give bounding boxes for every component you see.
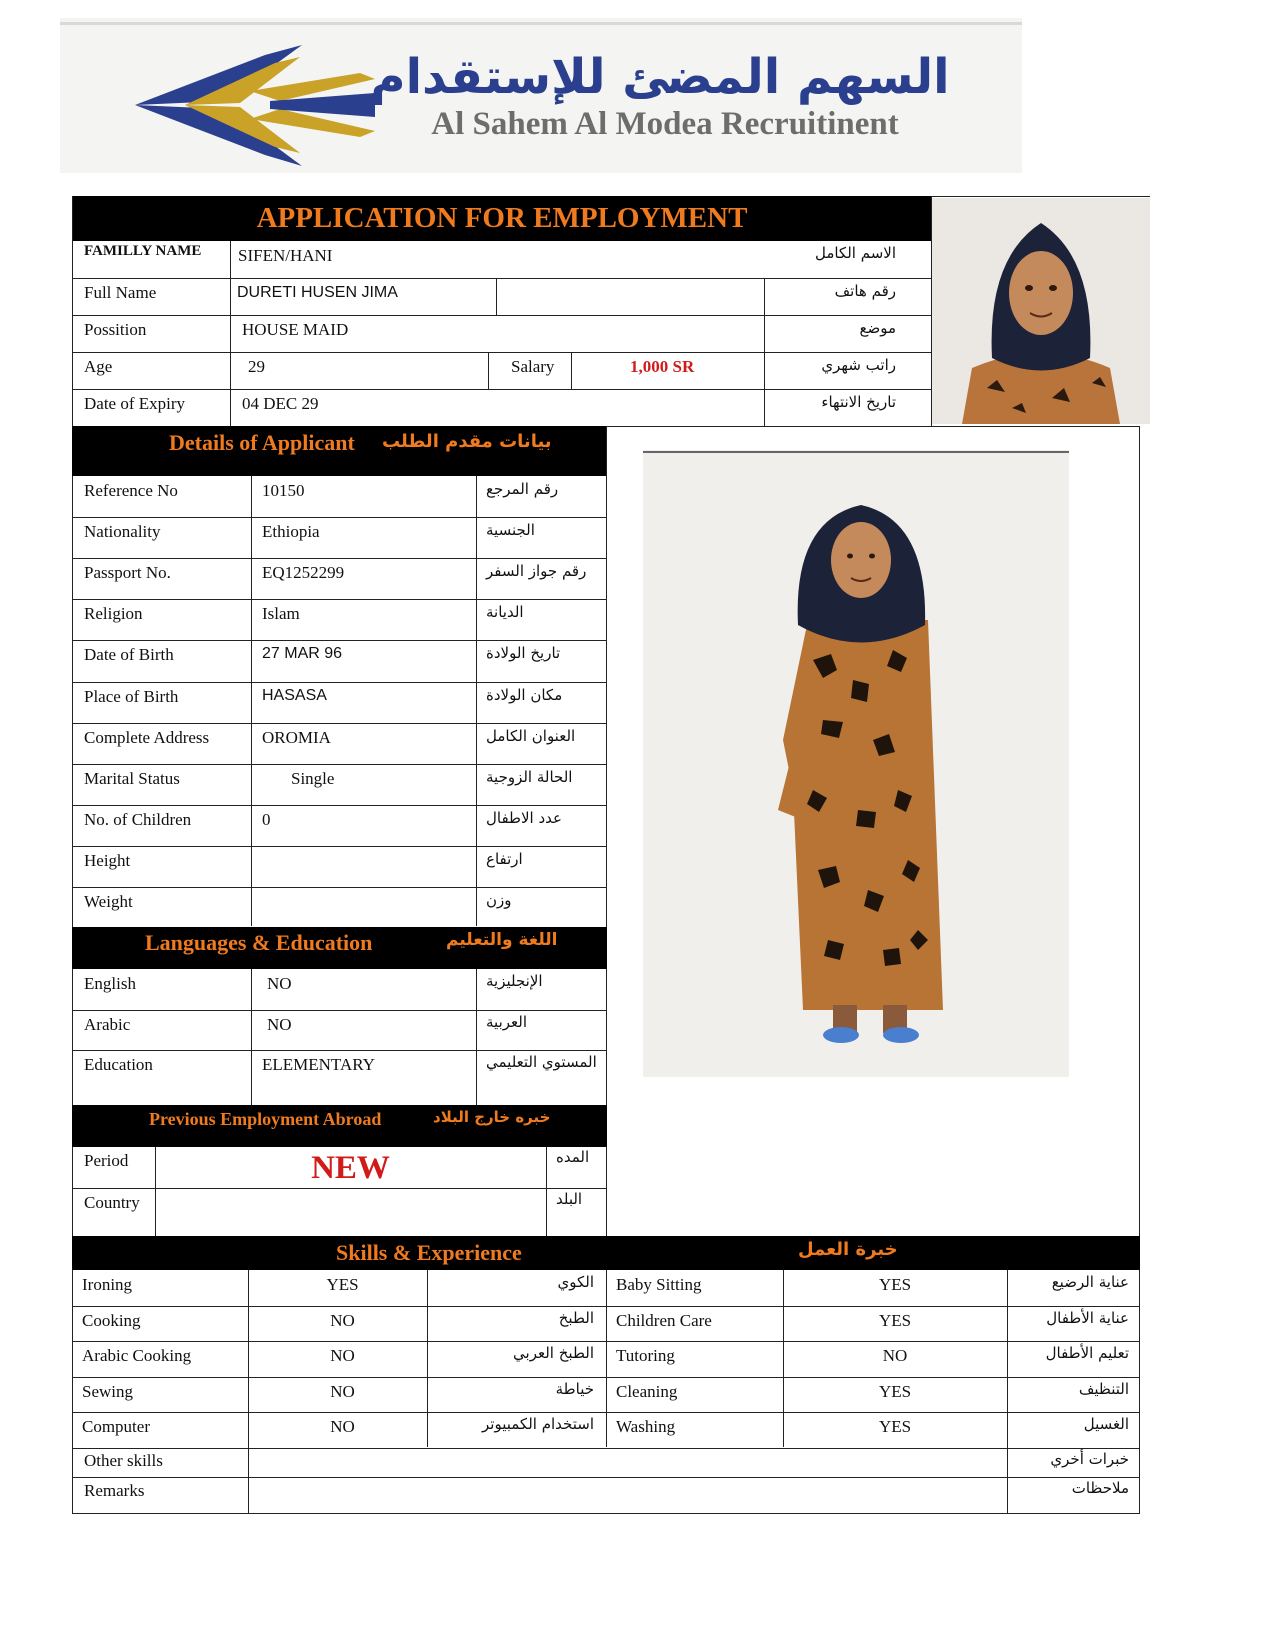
details-row-value: Ethiopia [262,522,320,541]
details-row-value: 10150 [262,481,305,500]
skill-left-ar: الكوي [557,1273,594,1291]
logo-arabic-text: السهم المضئ للإستقدام [370,49,950,105]
familly-name-ar: الاسم الكامل [814,244,896,262]
remarks-label: Remarks [84,1481,145,1500]
details-row-ar: الحالة الزوجية [486,768,573,786]
skill-right-ar: التنظيف [1078,1380,1129,1398]
languages-title-en: Languages & Education [145,930,373,955]
skill-right-value: NO [882,1346,908,1365]
age-label: Age [84,357,113,376]
age-ar: راتب شهري [821,356,896,374]
logo-english-text: Al Sahem Al Modea Recruitinent [431,106,899,142]
skill-left-value: YES [326,1275,359,1294]
other-skills-label: Other skills [84,1451,163,1470]
previous-title-ar: خبره خارج البلاد [433,1108,551,1126]
salary-label: Salary [511,357,555,376]
other-skills-ar: خبرات أخري [1050,1450,1129,1468]
skill-left-ar: الطبخ العربي [513,1344,594,1362]
details-title-ar: بيانات مقدم الطلب [382,431,552,452]
details-row-ar: تاريخ الولادة [486,644,561,662]
details-row-label: Reference No [84,481,178,500]
skill-right-label: Tutoring [616,1346,675,1365]
details-row-ar: رقم جواز السفر [486,562,587,580]
expiry-label: Date of Expiry [84,394,186,413]
details-row-ar: الديانة [486,603,524,621]
skill-left-value: NO [330,1382,355,1401]
skill-right-label: Baby Sitting [616,1275,702,1294]
skill-right-value: YES [878,1275,912,1294]
salary-value: 1,000 SR [630,357,695,376]
full-name-label: Full Name [84,283,157,302]
details-row-ar: الجنسية [486,521,535,539]
skill-left-ar: خياطة [555,1380,594,1398]
skills-title-ar: خبرة العمل [798,1239,898,1260]
full-name-ar: رقم هاتف [834,282,896,300]
remarks-ar: ملاحظات [1071,1479,1129,1497]
language-row-label: Education [84,1055,153,1074]
applicant-portrait-photo [932,198,1150,424]
skill-right-ar: عناية الأطفال [1046,1309,1129,1327]
skill-left-label: Ironing [82,1275,133,1294]
form-title: APPLICATION FOR EMPLOYMENT [256,202,748,234]
skill-right-label: Cleaning [616,1382,678,1401]
logo-banner [60,18,1022,173]
details-row-label: Passport No. [84,563,171,582]
details-row-ar: مكان الولادة [486,686,563,704]
previous-title-en: Previous Employment Abroad [149,1109,382,1129]
details-row-value: HASASA [262,687,327,704]
language-row-label: Arabic [84,1015,131,1034]
details-row-value: Islam [262,604,300,623]
period-label: Period [84,1151,129,1170]
skill-right-ar: تعليم الأطفال [1045,1344,1129,1362]
skill-right-label: Children Care [616,1311,712,1330]
details-row-value: 27 MAR 96 [262,645,343,662]
language-row-value: ELEMENTARY [262,1055,375,1074]
period-ar: المده [556,1148,590,1166]
skill-left-label: Cooking [82,1311,141,1330]
skill-left-label: Arabic Cooking [82,1346,192,1365]
details-row-ar: رقم المرجع [486,480,559,498]
language-row-value: NO [267,1015,292,1034]
details-row-label: Religion [84,604,143,623]
skill-left-value: NO [330,1311,355,1330]
language-row-ar: المستوي التعليمي [486,1053,597,1071]
skill-right-value: YES [878,1382,912,1401]
skill-left-value: NO [330,1346,355,1365]
details-row-value: EQ1252299 [262,563,345,582]
details-row-label: Weight [84,892,133,911]
details-row-label: Date of Birth [84,645,174,664]
language-row-value: NO [267,974,292,993]
skill-left-ar: استخدام الكمبيوتر [482,1415,594,1433]
languages-title-ar: اللغة والتعليم [446,930,558,950]
details-row-label: No. of Children [84,810,192,829]
skill-left-label: Computer [82,1417,150,1436]
language-row-ar: الإنجليزية [486,972,543,990]
language-row-ar: العربية [486,1013,527,1031]
skill-right-ar: الغسيل [1083,1415,1129,1433]
age-value: 29 [248,357,265,376]
details-row-label: Place of Birth [84,687,179,706]
details-title-en: Details of Applicant [169,430,355,455]
details-row-ar: عدد الاطفال [486,809,562,827]
position-label: Possition [84,320,147,339]
skill-right-label: Washing [616,1417,676,1436]
details-row-value: 0 [262,810,271,829]
skills-title-bar [72,1236,1140,1270]
period-value: NEW [311,1150,390,1186]
details-row-label: Nationality [84,522,161,541]
skill-left-value: NO [330,1417,355,1436]
familly-name-label: FAMILLY NAME [84,243,202,259]
position-ar: موضع [859,319,896,337]
details-row-value: Single [291,769,335,788]
applicant-full-photo [643,450,1069,1077]
language-row-label: English [84,974,136,993]
skills-title-en: Skills & Experience [336,1240,522,1265]
position-value: HOUSE MAID [242,320,349,339]
details-row-ar: وزن [486,891,512,909]
details-row-ar: ارتفاع [486,850,523,868]
country-label: Country [84,1193,140,1212]
expiry-value: 04 DEC 29 [242,394,319,413]
skill-right-value: YES [878,1311,912,1330]
details-row-ar: العنوان الكامل [486,727,576,745]
skill-right-value: YES [878,1417,912,1436]
familly-name-value: SIFEN/HANI [238,246,333,265]
details-row-label: Complete Address [84,728,210,747]
skill-right-ar: عناية الرضيع [1051,1273,1129,1291]
full-name-value: DURETI HUSEN JIMA [237,284,398,301]
skill-left-label: Sewing [82,1382,133,1401]
expiry-ar: تاريخ الانتهاء [821,393,896,411]
details-row-label: Height [84,851,131,870]
details-row-label: Marital Status [84,769,180,788]
skill-left-ar: الطبخ [558,1309,594,1327]
details-row-value: OROMIA [262,728,331,747]
country-ar: البلد [556,1190,583,1208]
